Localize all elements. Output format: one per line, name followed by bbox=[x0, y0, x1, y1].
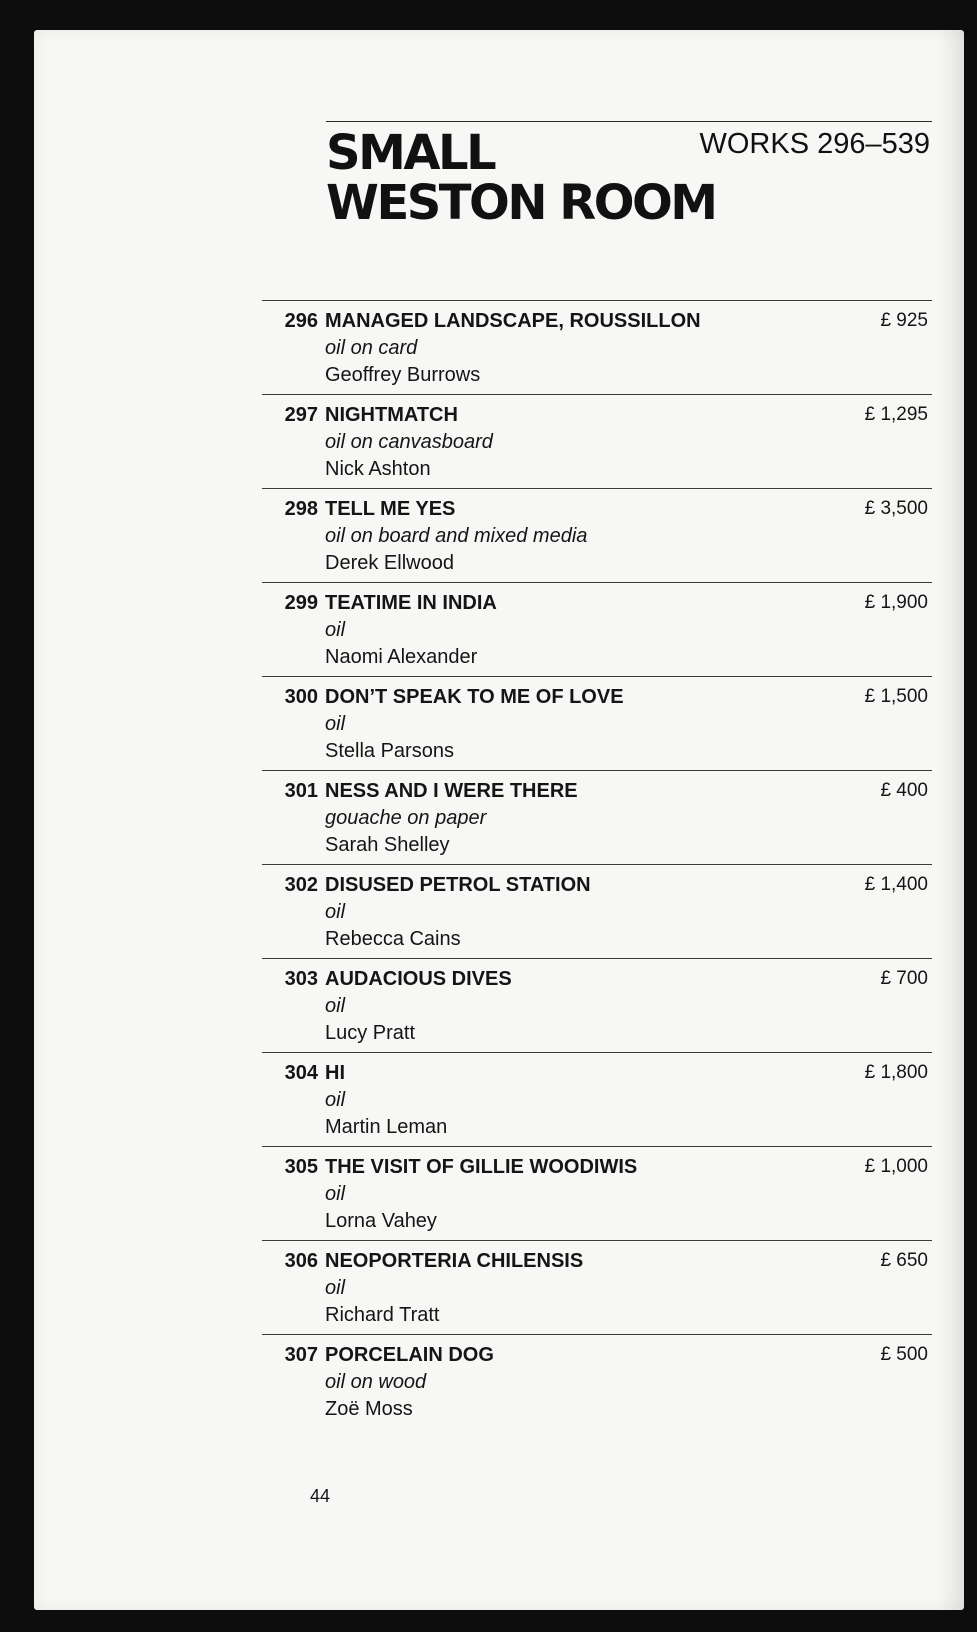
work-medium: gouache on paper bbox=[325, 807, 487, 829]
work-title: DON’T SPEAK TO ME OF LOVE bbox=[325, 686, 624, 708]
work-medium: oil on canvasboard bbox=[325, 431, 493, 453]
work-artist: Zoë Moss bbox=[325, 1398, 413, 1420]
work-medium: oil on card bbox=[325, 337, 418, 359]
works-range: WORKS 296–539 bbox=[699, 128, 930, 160]
work-title: NESS AND I WERE THERE bbox=[325, 780, 578, 802]
work-number: 305 bbox=[284, 1156, 318, 1178]
catalogue-page bbox=[34, 30, 964, 1610]
work-number: 303 bbox=[284, 968, 318, 990]
work-price: £ 1,500 bbox=[864, 686, 928, 707]
work-number: 299 bbox=[284, 592, 318, 614]
header-rule bbox=[326, 121, 932, 122]
work-title: NEOPORTERIA CHILENSIS bbox=[325, 1250, 584, 1272]
work-artist: Derek Ellwood bbox=[325, 552, 454, 574]
work-artist: Rebecca Cains bbox=[325, 928, 461, 950]
work-price: £ 925 bbox=[880, 310, 928, 331]
work-artist: Sarah Shelley bbox=[325, 834, 450, 856]
work-medium: oil bbox=[325, 995, 346, 1017]
work-medium: oil bbox=[325, 901, 346, 923]
work-price: £ 3,500 bbox=[864, 498, 928, 519]
work-number: 304 bbox=[284, 1062, 318, 1084]
work-title: MANAGED LANDSCAPE, ROUSSILLON bbox=[325, 310, 701, 332]
work-entry bbox=[262, 958, 932, 1052]
work-title: TELL ME YES bbox=[325, 498, 456, 520]
work-artist: Richard Tratt bbox=[325, 1304, 440, 1326]
work-medium: oil on wood bbox=[325, 1371, 427, 1393]
work-number: 296 bbox=[284, 310, 318, 332]
page-number: 44 bbox=[310, 1486, 331, 1506]
work-number: 307 bbox=[284, 1344, 318, 1366]
work-price: £ 700 bbox=[880, 968, 928, 989]
work-entry bbox=[262, 582, 932, 676]
work-entry bbox=[262, 394, 932, 488]
work-medium: oil bbox=[325, 1277, 346, 1299]
work-price: £ 400 bbox=[880, 780, 928, 801]
page-edge-shadow bbox=[936, 30, 964, 1610]
works-list bbox=[262, 300, 932, 1428]
work-title: AUDACIOUS DIVES bbox=[325, 968, 512, 990]
work-entry bbox=[262, 864, 932, 958]
work-entry bbox=[262, 1052, 932, 1146]
room-title-line2: WESTON ROOM bbox=[326, 175, 716, 231]
work-medium: oil bbox=[325, 713, 346, 735]
work-entry bbox=[262, 1240, 932, 1334]
room-title-line1: SMALL bbox=[326, 125, 495, 181]
work-price: £ 1,900 bbox=[864, 592, 928, 613]
work-entry bbox=[262, 676, 932, 770]
work-number: 297 bbox=[284, 404, 318, 426]
work-title: THE VISIT OF GILLIE WOODIWIS bbox=[325, 1156, 638, 1178]
work-artist: Naomi Alexander bbox=[325, 646, 478, 668]
work-number: 301 bbox=[284, 780, 318, 802]
room-title bbox=[326, 125, 716, 231]
work-number: 300 bbox=[284, 686, 318, 708]
work-entry bbox=[262, 770, 932, 864]
work-entry bbox=[262, 1334, 932, 1428]
work-medium: oil bbox=[325, 1183, 346, 1205]
work-artist: Geoffrey Burrows bbox=[325, 364, 481, 386]
work-medium: oil bbox=[325, 619, 346, 641]
work-number: 298 bbox=[284, 498, 318, 520]
work-artist: Lucy Pratt bbox=[325, 1022, 416, 1044]
work-number: 306 bbox=[284, 1250, 318, 1272]
work-medium: oil bbox=[325, 1089, 346, 1111]
work-title: PORCELAIN DOG bbox=[325, 1344, 494, 1366]
work-price: £ 1,295 bbox=[864, 404, 928, 425]
work-artist: Nick Ashton bbox=[325, 458, 431, 480]
work-artist: Lorna Vahey bbox=[325, 1210, 437, 1232]
work-price: £ 500 bbox=[880, 1344, 928, 1365]
work-number: 302 bbox=[284, 874, 318, 896]
work-medium: oil on board and mixed media bbox=[325, 525, 588, 547]
work-title: TEATIME IN INDIA bbox=[325, 592, 497, 614]
work-entry bbox=[262, 1146, 932, 1240]
work-title: NIGHTMATCH bbox=[325, 404, 458, 426]
work-price: £ 1,400 bbox=[864, 874, 928, 895]
work-artist: Martin Leman bbox=[325, 1116, 448, 1138]
work-price: £ 650 bbox=[880, 1250, 928, 1271]
work-price: £ 1,800 bbox=[864, 1062, 928, 1083]
work-title: HI bbox=[325, 1062, 345, 1084]
work-price: £ 1,000 bbox=[864, 1156, 928, 1177]
work-entry bbox=[262, 300, 932, 394]
work-entry bbox=[262, 488, 932, 582]
work-title: DISUSED PETROL STATION bbox=[325, 874, 591, 896]
work-artist: Stella Parsons bbox=[325, 740, 454, 762]
